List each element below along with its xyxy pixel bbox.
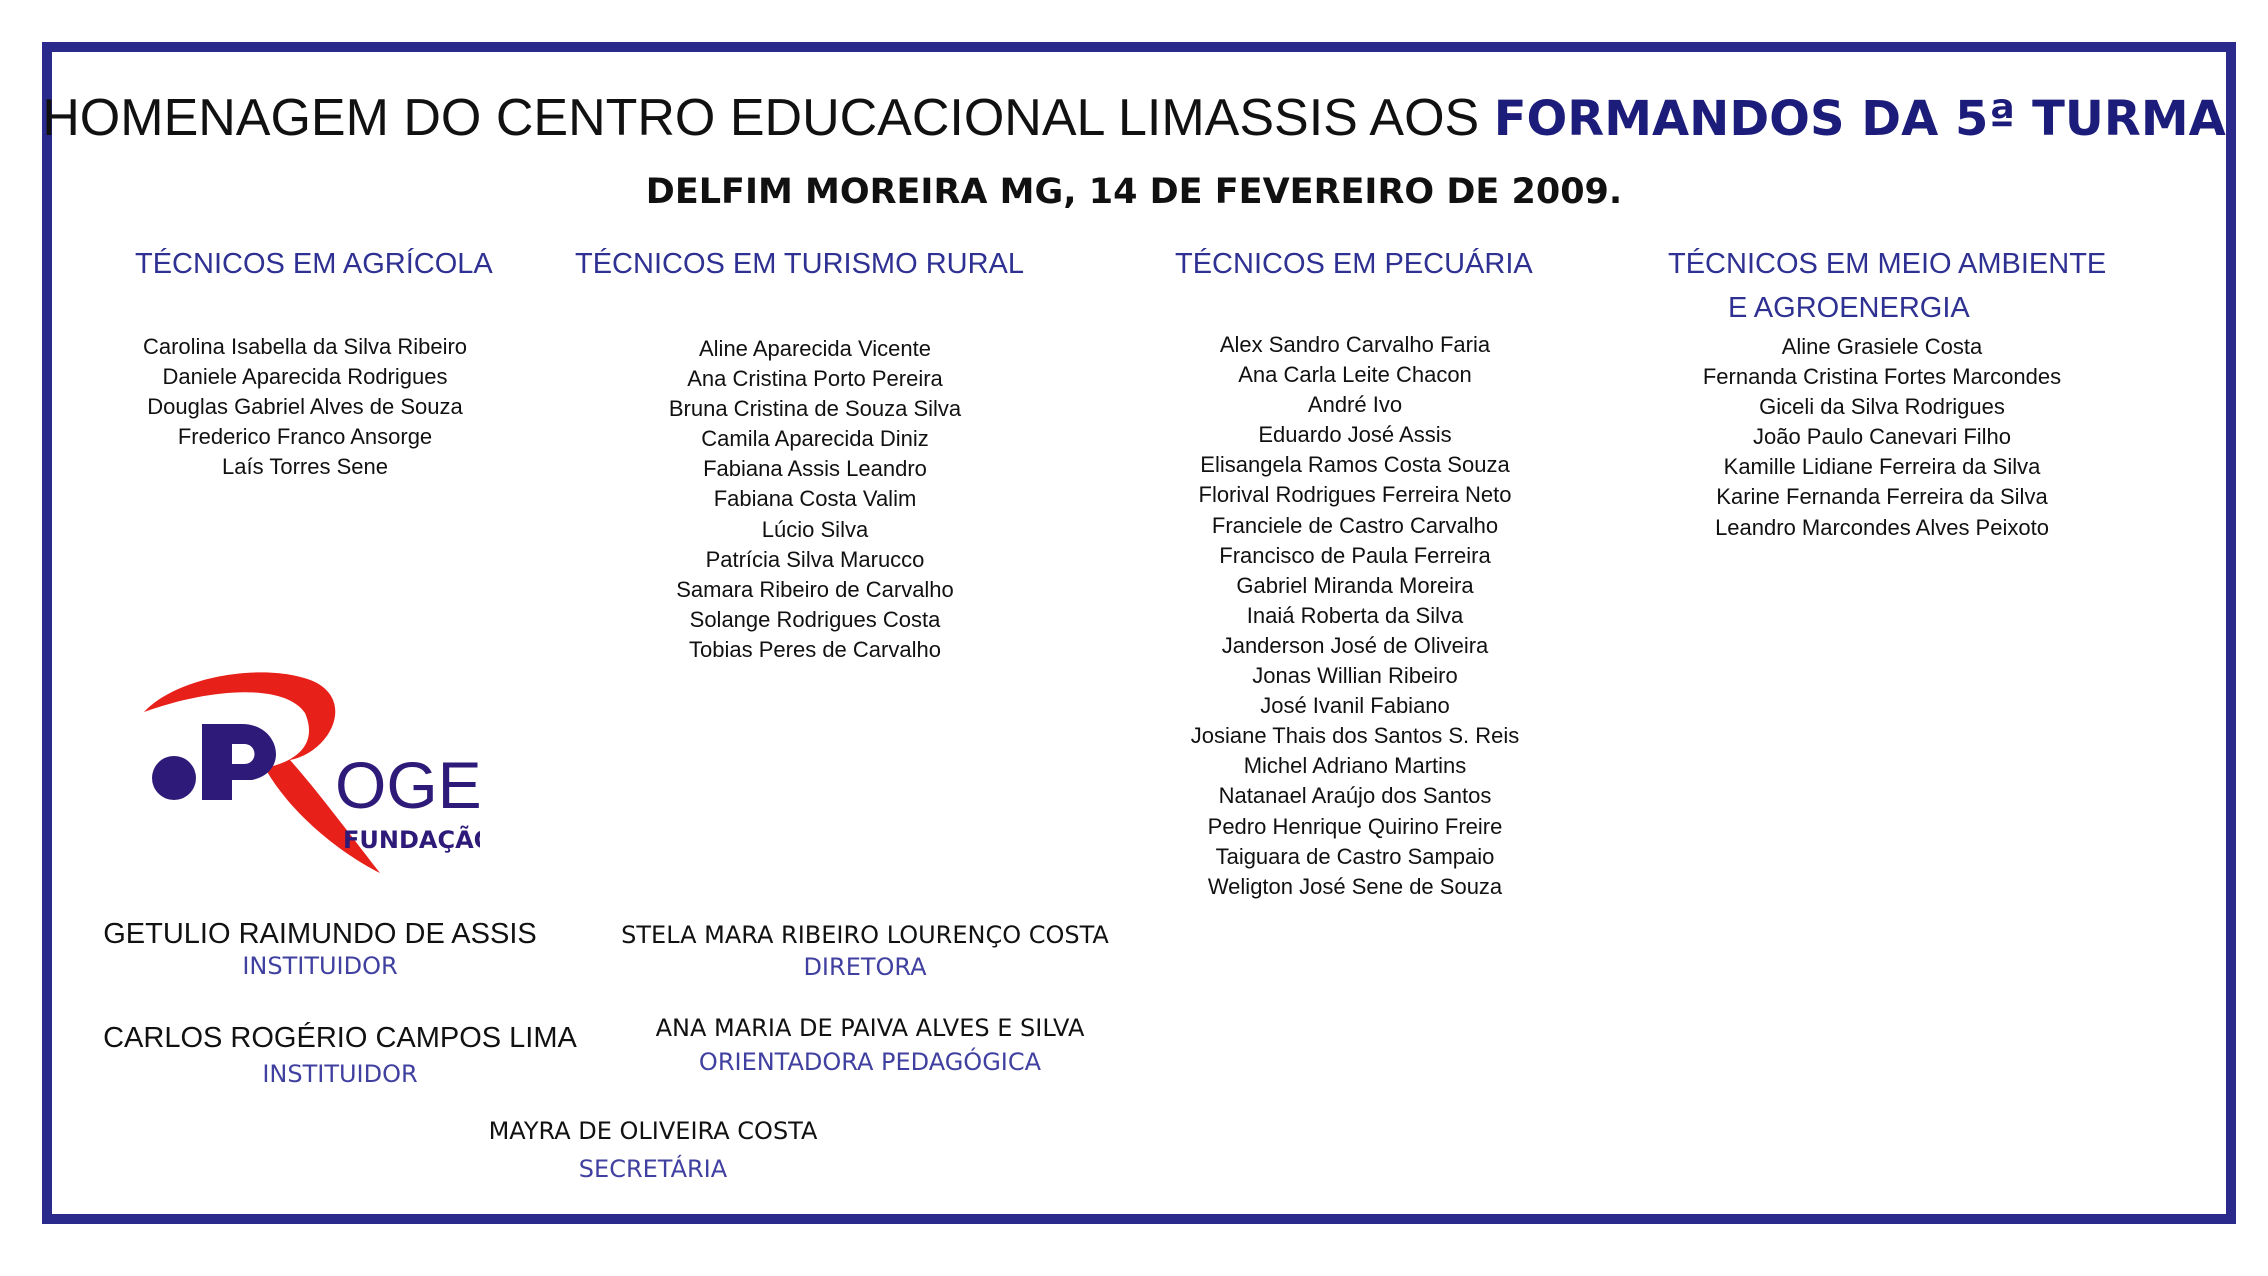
graduate-name: Inaiá Roberta da Silva <box>1246 602 1464 628</box>
graduate-name: Fernanda Cristina Fortes Marcondes <box>1702 364 2062 390</box>
graduate-name: Douglas Gabriel Alves de Souza <box>147 394 463 420</box>
graduate-name: Karine Fernanda Ferreira da Silva <box>1716 484 2048 510</box>
graduate-name: Janderson José de Oliveira <box>1221 632 1489 658</box>
graduate-name: Michel Adriano Martins <box>1243 753 1467 779</box>
signature-name-stela: STELA MARA RIBEIRO LOURENÇO COSTA <box>621 921 1109 949</box>
graduate-name: Pedro Henrique Quirino Freire <box>1207 813 1503 839</box>
graduate-name: Elisangela Ramos Costa Souza <box>1200 452 1510 478</box>
signature-name-carlos: CARLOS ROGÉRIO CAMPOS LIMA <box>103 1022 577 1054</box>
names-pecuaria <box>1155 330 1555 902</box>
graduate-name: Giceli da Silva Rodrigues <box>1759 394 2005 420</box>
graduate-name: Francisco de Paula Ferreira <box>1219 542 1491 568</box>
graduate-name: Florival Rodrigues Ferreira Neto <box>1198 482 1512 508</box>
graduate-name: Lúcio Silva <box>761 516 869 542</box>
graduate-name: Frederico Franco Ansorge <box>177 424 433 450</box>
graduate-name: Eduardo José Assis <box>1258 422 1452 448</box>
graduate-name: Franciele de Castro Carvalho <box>1211 512 1499 538</box>
signature-role-mayra: SECRETÁRIA <box>578 1155 728 1183</box>
graduate-name: Solange Rodrigues Costa <box>689 606 941 632</box>
graduate-name: Alex Sandro Carvalho Faria <box>1219 332 1491 357</box>
heading-meio-ambiente: TÉCNICOS EM MEIO AMBIENTE <box>1668 248 2107 280</box>
heading-agricola: TÉCNICOS EM AGRÍCOLA <box>135 248 493 280</box>
graduate-name: Laís Torres Sene <box>222 454 388 480</box>
signature-name-ana-maria: ANA MARIA DE PAIVA ALVES E SILVA <box>655 1014 1085 1042</box>
logo-graphic <box>140 668 480 908</box>
heading-turismo-rural: TÉCNICOS EM TURISMO RURAL <box>575 248 1025 280</box>
graduate-name: Carolina Isabella da Silva Ribeiro <box>142 334 468 359</box>
graduate-name: Aline Grasiele Costa <box>1781 334 1983 359</box>
title-accent: FORMANDOS DA 5ª TURMA <box>1493 91 2226 147</box>
graduate-name: Patrícia Silva Marucco <box>705 546 925 572</box>
graduate-name: Kamille Lidiane Ferreira da Silva <box>1723 454 2041 480</box>
signature-role-carlos: INSTITUIDOR <box>262 1060 418 1088</box>
graduate-name: Josiane Thais dos Santos S. Reis <box>1190 723 1520 749</box>
heading-meio-ambiente-line2: E AGROENERGIA <box>1728 292 1970 324</box>
graduate-name: Tobias Peres de Carvalho <box>689 636 941 662</box>
names-turismo-rural <box>615 334 1015 665</box>
page-subtitle: DELFIM MOREIRA MG, 14 DE FEVEREIRO DE 2009. <box>645 172 1623 212</box>
signature-name-getulio: GETULIO RAIMUNDO DE ASSIS <box>103 918 537 950</box>
graduate-name: Daniele Aparecida Rodrigues <box>162 364 448 390</box>
graduate-name: Samara Ribeiro de Carvalho <box>676 576 954 602</box>
graduate-name: Jonas Willian Ribeiro <box>1252 663 1458 689</box>
logo-text: OGE <box>335 748 480 822</box>
logo-subtext: FUNDAÇÃO <box>343 826 480 854</box>
names-agricola <box>105 332 505 482</box>
graduate-name: Ana Carla Leite Chacon <box>1238 362 1472 388</box>
page-title <box>0 88 2268 148</box>
names-meio-ambiente <box>1682 332 2082 543</box>
graduate-name: Fabiana Assis Leandro <box>703 456 927 482</box>
graduate-name: Weligton José Sene de Souza <box>1207 873 1503 899</box>
graduate-name: Gabriel Miranda Moreira <box>1236 572 1474 598</box>
graduate-name: Fabiana Costa Valim <box>713 486 917 512</box>
heading-pecuaria: TÉCNICOS EM PECUÁRIA <box>1175 248 1533 280</box>
graduate-name: Camila Aparecida Diniz <box>701 426 929 452</box>
signature-role-ana-maria: ORIENTADORA PEDAGÓGICA <box>698 1048 1042 1076</box>
graduate-name: José Ivanil Fabiano <box>1260 693 1450 719</box>
graduate-name: Natanael Araújo dos Santos <box>1218 783 1492 809</box>
graduate-name: Ana Cristina Porto Pereira <box>687 366 943 392</box>
signature-role-getulio: INSTITUIDOR <box>242 952 398 980</box>
graduate-name: Taiguara de Castro Sampaio <box>1215 843 1495 869</box>
graduate-name: André Ivo <box>1307 392 1403 418</box>
graduate-name: João Paulo Canevari Filho <box>1752 424 2012 450</box>
title-plain: HOMENAGEM DO CENTRO EDUCACIONAL LIMASSIS AOS <box>42 89 1494 147</box>
roge-fundacao-logo <box>140 668 480 908</box>
signature-name-mayra: MAYRA DE OLIVEIRA COSTA <box>488 1117 818 1145</box>
graduate-name: Bruna Cristina de Souza Silva <box>668 396 962 422</box>
graduate-name: Leandro Marcondes Alves Peixoto <box>1715 514 2049 540</box>
signature-role-stela: DIRETORA <box>803 953 927 981</box>
graduate-name: Aline Aparecida Vicente <box>699 336 931 361</box>
